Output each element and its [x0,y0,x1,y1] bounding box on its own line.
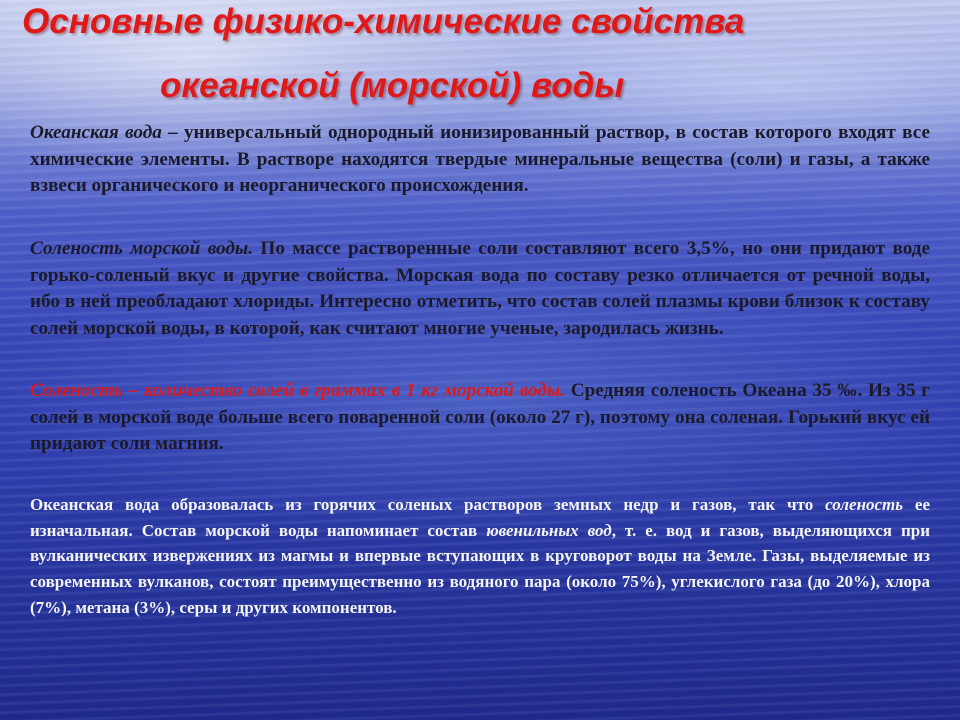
paragraph-origin [30,492,930,621]
term-ocean-water: Океанская вода [30,122,162,143]
slide-title-line-2: океанской (морской) воды [160,66,625,105]
paragraph-ocean-water [30,120,930,200]
salinity-definition: Соленость – количество солей в граммах в 1 кг морской воды. [30,380,566,401]
paragraph-salinity [30,236,930,342]
paragraph-origin-part-2: ее изначальная. Состав морской воды напоминает состав [30,495,930,540]
paragraph-salinity-definition [30,378,930,458]
paragraph-origin-part-1: Океанская вода образовалась из горячих соленых растворов земных недр и газов, так что [30,495,826,514]
paragraph-ocean-water-text: – универсальный однородный ионизированный раствор, в состав которого входят все химические элементы. В растворе находятся твердые минеральные вещества (соли) и газы, а также взвеси органического и неорганического происхождения. [30,122,930,196]
paragraph-origin-part-3: , т. е. вод и газов, выделяющихся при вулканических извержениях из магмы и впервые вступающих в круговорот воды на Земле. Газы, выделяемые из современных вулканов, состоят преимущественно из водяного пара (около 75%), углекислого газа (до 20%), хлора (7%), метана (3%), серы и других компонентов. [30,520,930,617]
term-juvenile-waters: ювенильных вод [486,520,612,540]
slide-title-line-1: Основные физико-химические свойства [22,2,745,41]
paragraph-salinity-definition-text: Средняя соленость Океана 35 ‰. Из 35 г солей в морской воде больше всего поваренной соли (около 27 г), поэтому она соленая. Горький вкус ей придают соли магния. [30,380,930,454]
term-salinity: соленость [825,495,904,514]
term-sea-water-salinity: Соленость морской воды. [30,238,254,259]
paragraph-salinity-text: По массе растворенные соли составляют всего 3,5%, но они придают воде горько-соленый вкус и другие свойства. Морская вода по составу резко отличается от речной воды, ибо в ней преобладают хлориды. Интересно отметить, что состав солей плазмы крови близок к составу солей морской воды, в которой, как считают многие ученые, зародилась жизнь. [30,238,930,339]
